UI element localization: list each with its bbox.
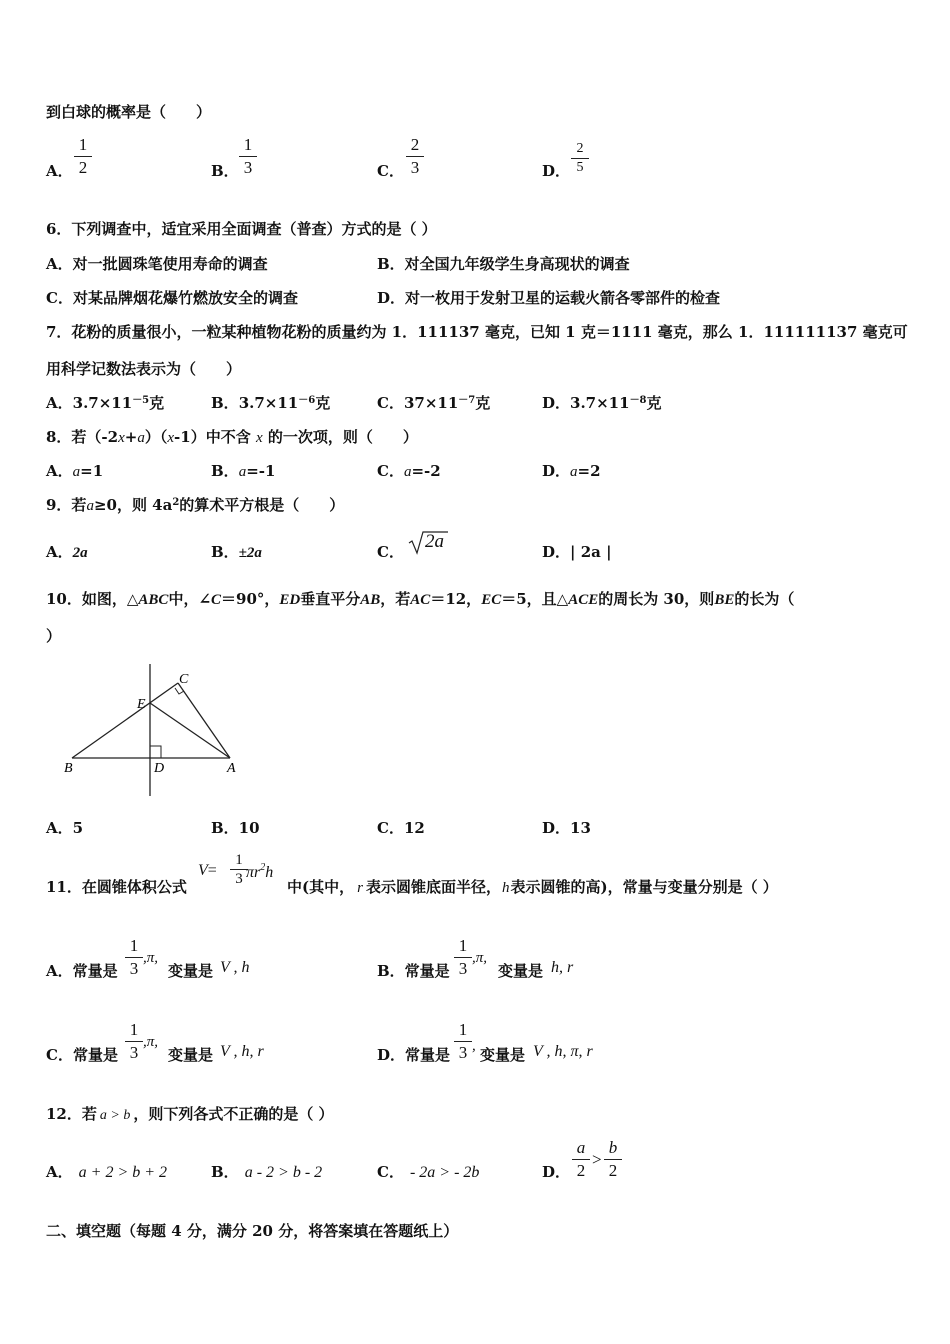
q7-option-a: A．$3.7\times 11^{-5}$克: [46, 394, 165, 412]
q11-option-d-label: D．常量是: [377, 1046, 451, 1064]
q7-stem-line2: 用科学记数法表示为（ ）: [46, 360, 242, 378]
q11-option-b-vars: h, r: [551, 959, 574, 976]
q11-option-b-label: B．常量是: [377, 962, 450, 980]
q7-option-b: B．$3.7\times 11^{-6}$克: [211, 394, 331, 412]
q6-stem: 6．下列调查中，适宜采用全面调查（普查）方式的是（ ）: [46, 220, 437, 238]
q5-stem-tail: 到白球的概率是（ ）: [46, 103, 212, 121]
segment-ea: [150, 703, 230, 758]
label-e: E: [137, 697, 146, 712]
q7-stem-line1: 7．花粉的质量很小，一粒某种植物花粉的质量约为 1．111137 毫克，已知 1 克＝1111 毫克，那么 1．111111137 毫克可: [46, 323, 908, 341]
q5-option-a-label: A．: [46, 162, 73, 180]
q12-option-d-label: D．: [542, 1163, 571, 1181]
q9-stem: 9．若a≥0，则 $4a^2$的算术平方根是（ ）: [46, 496, 345, 514]
q10-option-c: C．12: [377, 819, 425, 837]
right-angle-d-mark: [150, 746, 161, 758]
q8-option-b: B．a=-1: [211, 462, 276, 480]
q11-option-a-var-label: 变量是: [168, 962, 214, 980]
q11-option-c-const: ,π,: [143, 1034, 159, 1050]
q11-formula-fraction: 1 3: [229, 853, 249, 886]
q6-option-a: A．对一批圆珠笔使用寿命的调查: [46, 255, 268, 273]
q8-option-a: A．a=1: [46, 462, 104, 480]
q6-option-d: D．对一枚用于发射卫星的运载火箭各零部件的检查: [377, 289, 721, 307]
q9-option-a: A．2a: [46, 543, 88, 561]
q10-triangle-figure: [60, 660, 250, 800]
q9-option-d: D．| 2a |: [542, 543, 612, 561]
q11-option-d-var-label: 变量是: [480, 1046, 526, 1064]
q11-option-c-label: C．常量是: [46, 1046, 118, 1064]
q11-option-d-const: ,: [472, 1038, 476, 1054]
q12-option-d-fraction-right: b 2: [603, 1139, 623, 1180]
q11-option-b-const: ,π,: [472, 950, 488, 966]
q9-option-b: B．±2a: [211, 543, 262, 561]
q11-option-a-label: A．常量是: [46, 962, 118, 980]
q11-option-c-vars: V , h, r: [220, 1043, 264, 1060]
q12-option-d-gt: >: [592, 1150, 602, 1169]
q10-option-d: D．13: [542, 819, 591, 837]
q10-stem: 10．如图，△ABC中，∠C＝90°，ED垂直平分AB，若AC＝12，EC＝5，且△ACE的周长为 30，则BE的长为（: [46, 590, 795, 608]
q5-option-b-label: B．: [211, 162, 239, 180]
q12-option-b: B． a - 2 > b - 2: [211, 1163, 323, 1181]
q7-option-d: D．$3.7\times 11^{-8}$克: [542, 394, 662, 412]
label-b: B: [64, 761, 73, 776]
q5-option-d-fraction: 2 5: [570, 142, 590, 175]
q11-formula: V=: [198, 862, 217, 879]
q5-option-a-fraction: 1 2: [73, 136, 93, 177]
q11-option-b-var-label: 变量是: [498, 962, 544, 980]
q5-option-c-fraction: 2 3: [405, 136, 425, 177]
q11-option-c-fraction: 1 3: [124, 1021, 144, 1062]
q10-option-b: B．10: [211, 819, 260, 837]
q12-option-a: A． a + 2 > b + 2: [46, 1163, 168, 1181]
q9-option-c-radical: 2a: [408, 530, 427, 552]
label-d: D: [154, 761, 165, 776]
q10-option-a: A．5: [46, 819, 84, 837]
q8-option-d: D．a=2: [542, 462, 601, 480]
q5-option-c-label: C．: [377, 162, 404, 180]
label-a: A: [227, 761, 236, 776]
q10-stem-close: ）: [46, 627, 62, 645]
section-2-heading: 二、填空题（每题 4 分，满分 20 分，将答案填在答题纸上）: [46, 1222, 459, 1240]
q5-option-d-label: D．: [542, 162, 571, 180]
q11-option-d-vars: V , h, π, r: [533, 1043, 593, 1060]
q11-stem-pre: 11．在圆锥体积公式: [46, 878, 187, 896]
q6-option-c: C．对某品牌烟花爆竹燃放安全的调查: [46, 289, 298, 307]
q11-option-a-const: ,π,: [143, 950, 159, 966]
q12-stem: 12．若 a > b ，则下列各式不正确的是（ ）: [46, 1105, 334, 1123]
q11-formula-rest: $\pi r^2h$: [246, 862, 274, 881]
q8-stem: 8．若（-2x+a）（x-1）中不含 x 的一次项，则（ ）: [46, 428, 418, 446]
segment-ca: [178, 683, 230, 758]
q7-option-c: C．$37\times 11^{-7}$克: [377, 394, 491, 412]
q5-option-b-fraction: 1 3: [238, 136, 258, 177]
segment-bc: [72, 683, 178, 758]
q12-option-d-fraction-left: a 2: [571, 1139, 591, 1180]
q6-option-b: B．对全国九年级学生身高现状的调查: [377, 255, 630, 273]
q11-stem-rest: 中(其中， r 表示圆锥底面半径，h表示圆锥的高)，常量与变量分别是（ ）: [287, 878, 778, 896]
q8-option-c: C．a=-2: [377, 462, 441, 480]
q11-option-a-vars: V , h: [220, 959, 250, 976]
q11-option-a-fraction: 1 3: [124, 937, 144, 978]
q11-option-d-fraction: 1 3: [453, 1021, 473, 1062]
q9-option-c-label: C．: [377, 543, 404, 561]
label-c: C: [179, 672, 189, 687]
q11-option-b-fraction: 1 3: [453, 937, 473, 978]
q11-option-c-var-label: 变量是: [168, 1046, 214, 1064]
q12-option-c: C． - 2a > - 2b: [377, 1163, 480, 1181]
